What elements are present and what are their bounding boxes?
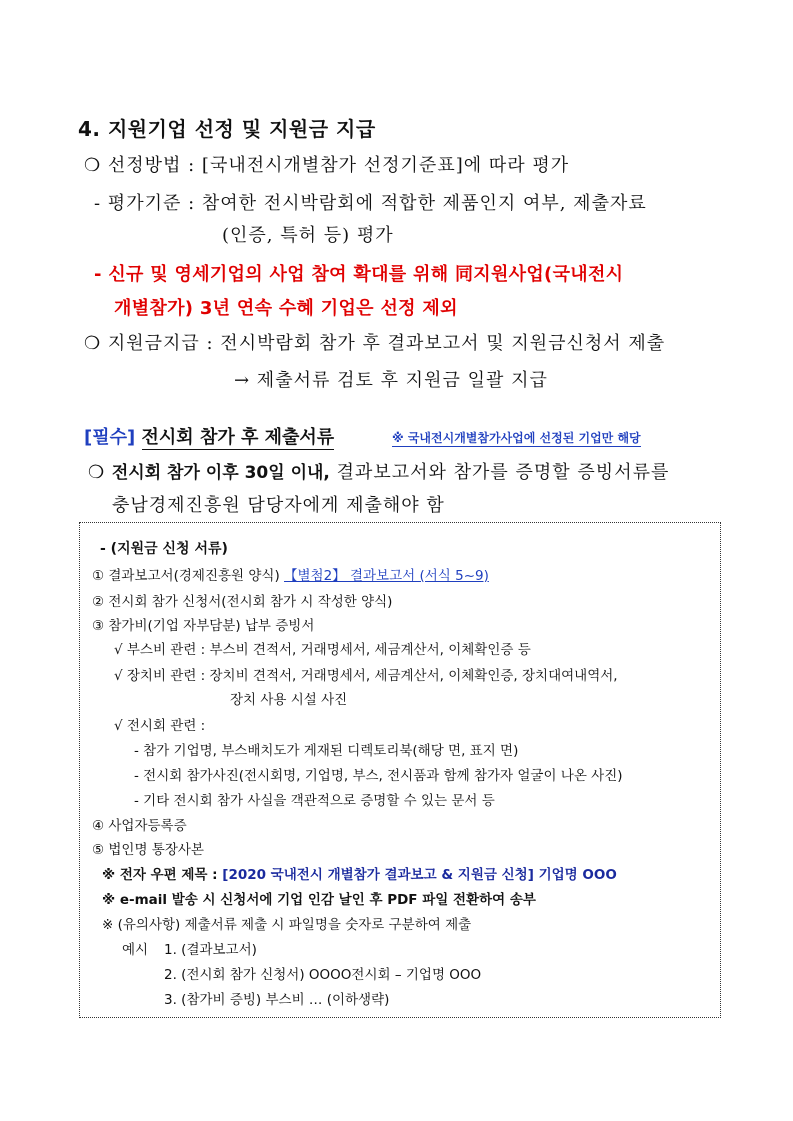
exhibition-sub-3: - 기타 전시회 참가 사실을 객관적으로 증명할 수 있는 문서 등	[134, 793, 495, 809]
doc-item-4: ④ 사업자등록증	[92, 818, 187, 834]
exclusion-notice-line1: - 신규 및 영세기업의 사업 참여 확대를 위해 同지원사업(국내전시	[94, 264, 624, 285]
example-3: 3. (참가비 증빙) 부스비 … (이하생략)	[164, 992, 390, 1008]
selection-method-line: ❍ 선정방법 : [국내전시개별참가 선정기준표]에 따라 평가	[84, 155, 570, 176]
evaluation-criteria-cont: (인증, 특허 등) 평가	[222, 225, 394, 246]
payment-line-arrow: → 제출서류 검토 후 지원금 일괄 지급	[234, 370, 548, 391]
email-subject-value: [2020 국내전시 개별참가 결과보고 & 지원금 신청] 기업명 OOO	[222, 867, 617, 883]
required-tag: [필수]	[84, 427, 136, 448]
example-2: 2. (전시회 참가 신청서) OOOO전시회 – 기업명 OOO	[164, 967, 482, 983]
doc-item-3: ③ 참가비(기업 자부담분) 납부 증빙서	[92, 618, 315, 634]
attachment-link[interactable]: 【별첨2】 결과보고서 (서식 5~9)	[284, 568, 489, 584]
exhibition-sub-2: - 전시회 참가사진(전시회명, 기업명, 부스, 전시품과 함께 참가자 얼굴이 나온 사진)	[134, 768, 623, 784]
example-label: 예시	[122, 942, 149, 958]
example-1: 1. (결과보고서)	[164, 942, 257, 958]
email-send-note: ※ e-mail 발송 시 신청서에 기업 인감 날인 후 PDF 파일 전환하여 송부	[102, 892, 536, 908]
equipment-fee-line2: 장치 사용 시설 사진	[230, 692, 348, 708]
caution-line: ※ (유의사항) 제출서류 제출 시 파일명을 숫자로 구분하여 제출	[102, 917, 472, 933]
deadline-bullet: ❍	[88, 462, 112, 483]
exclusion-notice-line2: 개별참가) 3년 연속 수혜 기업은 선정 제외	[114, 298, 458, 319]
section-heading: 4. 지원기업 선정 및 지원금 지급	[78, 117, 376, 141]
doc-item-5: ⑤ 법인명 통장사본	[92, 842, 204, 858]
payment-line: ❍ 지원금지급 : 전시박람회 참가 후 결과보고서 및 지원금신청서 제출	[84, 333, 666, 354]
doc-item-1	[92, 564, 489, 584]
required-docs-title	[84, 423, 334, 449]
deadline-rest: 결과보고서와 참가를 증명할 증빙서류를	[329, 462, 670, 483]
box-title: - (지원금 신청 서류)	[100, 541, 228, 557]
deadline-bold: 전시회 참가 이후 30일 이내,	[111, 463, 330, 483]
deadline-line2: 충남경제진흥원 담당자에게 제출해야 함	[112, 495, 445, 516]
required-docs-note: ※ 국내전시개별참가사업에 선정된 기업만 해당	[392, 431, 641, 445]
exhibition-related-line: √ 전시회 관련 :	[114, 718, 206, 734]
required-docs-title-text: 전시회 참가 후 제출서류	[141, 427, 335, 448]
evaluation-criteria-line: - 평가기준 : 참여한 전시박람회에 적합한 제품인지 여부, 제출자료	[94, 193, 647, 214]
booth-fee-line: √ 부스비 관련 : 부스비 견적서, 거래명세서, 세금계산서, 이체확인증 등	[114, 642, 531, 658]
doc-item-2: ② 전시회 참가 신청서(전시회 참가 시 작성한 양식)	[92, 594, 393, 610]
email-subject-label: ※ 전자 우편 제목 :	[102, 867, 223, 883]
deadline-line	[88, 458, 669, 484]
equipment-fee-line: √ 장치비 관련 : 장치비 견적서, 거래명세서, 세금계산서, 이체확인증, 장치대여내역서,	[114, 668, 618, 684]
exhibition-sub-1: - 참가 기업명, 부스배치도가 게재된 디렉토리북(해당 면, 표지 면)	[134, 743, 519, 759]
doc-item-1-text: ① 결과보고서(경제진흥원 양식)	[92, 568, 285, 584]
email-subject-line	[102, 863, 617, 883]
